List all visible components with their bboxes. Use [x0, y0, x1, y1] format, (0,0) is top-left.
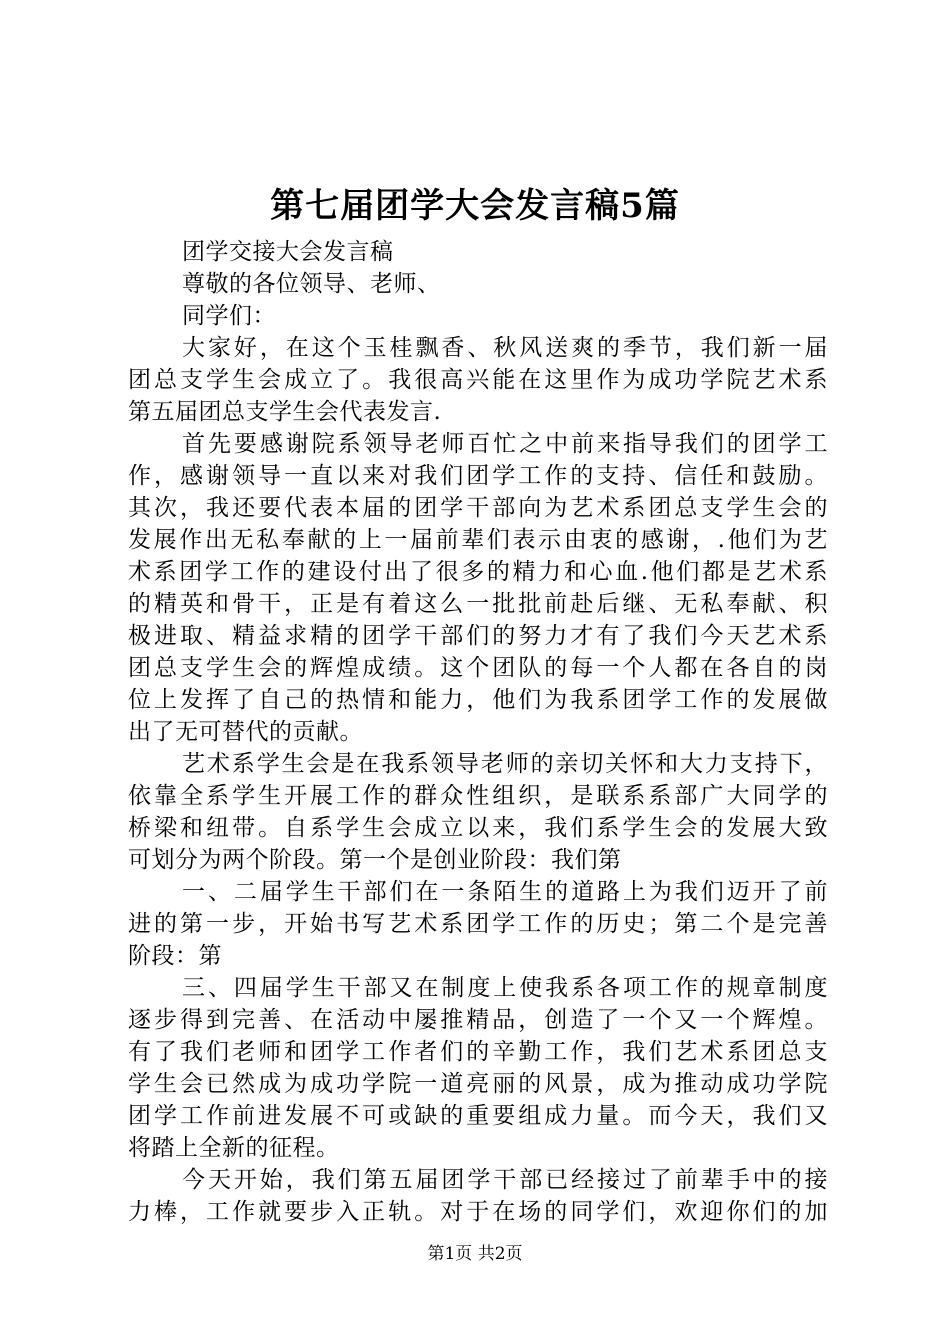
page-title: 第七届团学大会发言稿5篇 [270, 186, 680, 226]
text-line: 可划分为两个阶段。第一个是创业阶段：我们第 [128, 847, 622, 873]
document-body [128, 236, 828, 1228]
text-line: 进的第一步，开始书写艺术系团学工作的历史；第二个是完善 [128, 911, 828, 937]
text-line: 第五届团总支学生会代表发言. [128, 399, 442, 425]
text-line: 一、二届学生干部们在一条陌生的道路上为我们迈开了前 [182, 879, 828, 905]
text-line: 团学工作前进发展不可或缺的重要组成力量。而今天，我们又 [128, 1103, 828, 1129]
text-line: 力棒，工作就要步入正轨。对于在场的同学们，欢迎你们的加 [128, 1199, 828, 1225]
text-line: 同学们： [182, 303, 276, 329]
text-line: 大家好，在这个玉桂飘香、秋风送爽的季节，我们新一届 [182, 335, 828, 361]
text-line: 位上发挥了自己的热情和能力，他们为我系团学工作的发展做 [128, 687, 828, 713]
text-line: 桥梁和纽带。自系学生会成立以来，我们系学生会的发展大致 [128, 815, 828, 841]
text-line: 团学交接大会发言稿 [182, 239, 394, 265]
text-line: 首先要感谢院系领导老师百忙之中前来指导我们的团学工 [182, 431, 828, 457]
text-line: 术系团学工作的建设付出了很多的精力和心血.他们都是艺术系 [128, 559, 828, 585]
text-line: 三、四届学生干部又在制度上使我系各项工作的规章制度 [182, 975, 828, 1001]
text-line: 今天开始，我们第五届团学干部已经接过了前辈手中的接 [182, 1167, 828, 1193]
text-line: 依靠全系学生开展工作的群众性组织，是联系系部广大同学的 [128, 783, 828, 809]
text-line: 学生会已然成为成功学院一道亮丽的风景，成为推动成功学院 [128, 1071, 828, 1097]
text-line: 将踏上全新的征程。 [128, 1135, 340, 1161]
text-line: 其次，我还要代表本届的团学干部向为艺术系团总支学生会的 [128, 495, 828, 521]
text-line: 作，感谢领导一直以来对我们团学工作的支持、信任和鼓励。 [128, 463, 828, 489]
text-line: 极进取、精益求精的团学干部们的努力才有了我们今天艺术系 [128, 623, 828, 649]
text-line: 的精英和骨干，正是有着这么一批批前赴后继、无私奉献、积 [128, 591, 828, 617]
text-line: 有了我们老师和团学工作者们的辛勤工作，我们艺术系团总支 [128, 1039, 828, 1065]
text-line: 阶段：第 [128, 943, 222, 969]
text-line: 逐步得到完善、在活动中屡推精品，创造了一个又一个辉煌。 [128, 1007, 828, 1033]
text-line: 尊敬的各位领导、老师、 [182, 271, 441, 297]
text-line: 团总支学生会的辉煌成绩。这个团队的每一个人都在各自的岗 [128, 655, 828, 681]
text-line: 团总支学生会成立了。我很高兴能在这里作为成功学院艺术系 [128, 367, 828, 393]
text-line: 艺术系学生会是在我系领导老师的亲切关怀和大力支持下， [182, 751, 828, 777]
text-line: 出了无可替代的贡献。 [128, 719, 363, 745]
page-footer: 第1页 共2页 [427, 1244, 523, 1264]
text-line: 发展作出无私奉献的上一届前辈们表示由衷的感谢，.他们为艺 [128, 527, 828, 553]
